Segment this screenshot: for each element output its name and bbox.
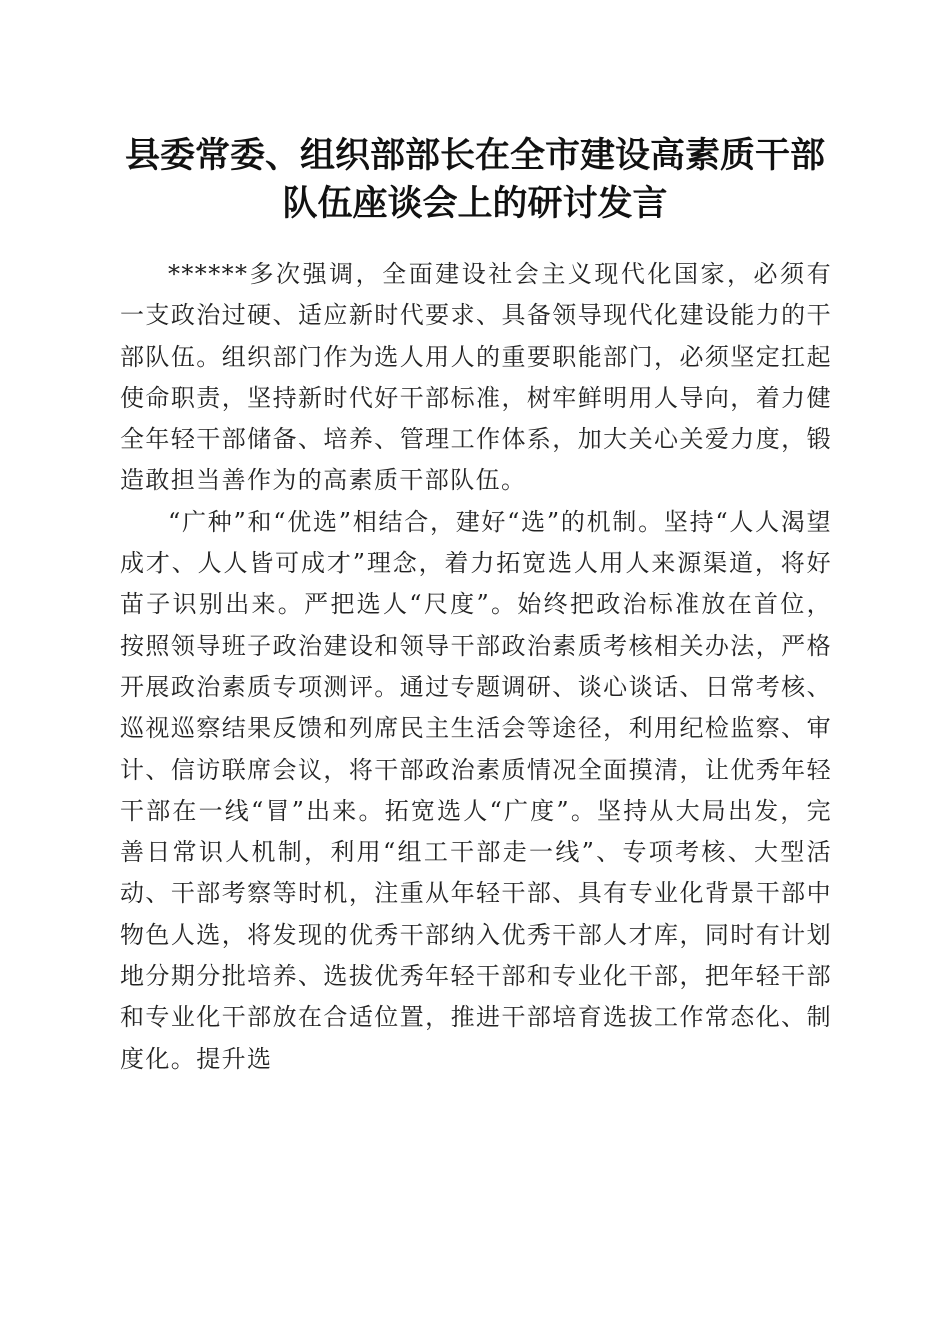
title-line-1: 县委常委、组织部部长在全市建设高素质干部 <box>124 135 825 176</box>
page-title <box>100 132 850 228</box>
paragraph-selection-mechanism: “广种”和“优选”相结合，建好“选”的机制。坚持“人人渴望成才、人人皆可成才”理念，着力拓宽选人用人来源渠道，将好苗子识别出来。严把选人“尺度”。始终把政治标准放在首位，按照领导班子政治建设和领导干部政治素质考核相关办法，严格开展政治素质专项测评。通过专题调研、谈心谈话、日常考核、巡视巡察结果反馈和列席民主生活会等途径，利用纪检监察、审计、信访联席会议，将干部政治素质情况全面摸清，让优秀年轻干部在一线“冒”出来。拓宽选人“广度”。坚持从大局出发，完善日常识人机制，利用“组工干部走一线”、专项考核、大型活动、干部考察等时机，注重从年轻干部、具有专业化背景干部中物色人选，将发现的优秀干部纳入优秀干部人才库，同时有计划地分期分批培养、选拔优秀年轻干部和专业化干部，把年轻干部和专业化干部放在合适位置，推进干部培育选拔工作常态化、制度化。提升选 <box>120 507 832 1073</box>
title-line-2: 队伍座谈会上的研讨发言 <box>282 183 668 224</box>
document-body <box>120 254 832 1080</box>
paragraph-intro: ******多次强调，全面建设社会主义现代化国家，必须有一支政治过硬、适应新时代要求、具备领导现代化建设能力的干部队伍。组织部门作为选人用人的重要职能部门，必须坚定扛起使命职责，坚持新时代好干部标准，树牢鲜明用人导向，着力健全年轻干部储备、培养、管理工作体系，加大关心关爱力度，锻造敢担当善作为的高素质干部队伍。 <box>120 260 832 495</box>
